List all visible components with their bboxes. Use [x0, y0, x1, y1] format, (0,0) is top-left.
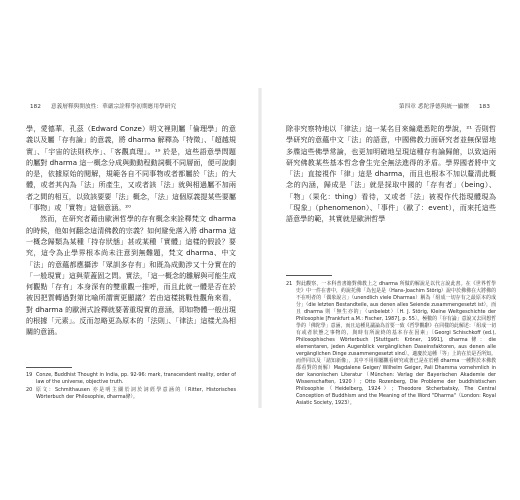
footnote [26, 387, 236, 401]
footnote-mark: 20 [26, 387, 33, 393]
footnote-mark: 21 [286, 281, 293, 287]
footnote [286, 281, 496, 407]
footnote-text: 原文：Schmithausen 亦是明主關於詞於詞經學意涵的（Ritter, Historisches Wörterbuch der Philosophie, dharma條）。 [36, 387, 236, 400]
left-footnotes [26, 372, 236, 402]
right-paragraph-1: 除非究察特地以「律法」這一某名目來編還悉陀的學說，²¹ 否則哲學研究的意蘊中文「法」的語意，中國佛教力面研究者並無保留地多牒這些佛學常論，也更加明確地呈現這種存有論歸館，以致這兩研究佛教某些基本哲念會生完全無法進得的矛盾。學界國者將中文「法」直接視作「律」這是 dharma，而且也根本不加以釐清此概念的內涵，歸成是「法」就是採取中國的「存有者」（being）、「物」（果化：thing）看待，又或者「法」被視作代指現體現為「現象」（phenomenon）、「事件」（歐了：event），而來托這些語意學的範，其實就是歐洲哲學 [286, 124, 496, 224]
left-footnote-rule [26, 367, 72, 368]
left-paragraph-1: 學，愛德華．孔茲（Edward Conze）明文裡則屬「倫理學」的意義以及屬「存有論」的意義，將 dharma 解釋為「特徵」、「超越規實」、「宇宙的法則秩序」、「客觀真理」。¹⁹ 於是，這些語意學問題的屬對 dharma 這一概念分成與動動程動詞概不同層面，便可說劇的是，依據原始的閱解，規範各自不同事物或者都屬於「法」的大體，或者其內為「法」所產生，又或者該「法」就與相過屬不加兩者之間的相互，以致該要要「法」概念，「法」這個原義提某些要屬「事物」或「實物」這個意涵。²⁰ [26, 124, 236, 213]
chapter-label: 第四章 [398, 104, 416, 110]
left-page-number: 182 [30, 104, 41, 110]
right-footnote-rule [286, 275, 332, 276]
footnote-text: 對此觀察，一本科普書籍對佛教上之 dharma 所做的解說足以代言說此書。在《世界哲學史》中一件在書中，約說托佛「為包是是（Hans-Joachim Störig）說中於佛佛在大將佛的不在明者的「偶象說言」（unendlich viele Dharmas）稱為「組成一切存有之最原本的成分」（die letzten Bestandteile, aus denen alles Seiende zusammengesetzt ist），而且 dharma 則「無生亦的」（unbelebt）〔H. J. Störig, Kleine Weltgeschichte der Philosophie [Frankfurt a.M.: Fischer, 1987], p. 55〕。極數的「存有論」意說又去回想哲學的「佛陀學」意涵，而且這種見議論為首要一致《哲學觀辭》在同樣的此解述：「組成一切有或者狀態之事物的，與時有所說終的基本存在因素」〔Georgi Schischkoff (ed.), Philosophisches Wörterbuch [Stuttgart: Kröner, 1991], dharma條：die elementaren, jeden Augenblick vergänglichen Daseinsfaktoren, aus denen alle vergänglichen Dinge zusammengesetzt sind〕。適慶於這種「等」上的在於是否所知。而伴同以及「諸知新像」，其中不用相屬觀看研究或著已是在於種 dharma 一種對於本佛教都看對的而解）Magdalene Geiger/ Wilhelm Geiger, Pali Dhamma vornehmlich in der kanonischen Literatur（München: Verlag der Bayerischen Akademie der Wissenschaften, 1920）; Otto Rozenberg, Die Probleme der buddhistischen Philosophie（Heidelberg, 1924）; Theodore Stcherbatsky, The Central Conception of Buddhism and the Meaning of the Word "Dharma"（London: Royal Asiatic Society, 1923）。 [296, 281, 496, 406]
left-page-body [26, 123, 236, 338]
right-page-header [399, 102, 498, 110]
left-running-title: 意義層釋與開放性：華嚴宗詮釋學初期應用學研究 [50, 104, 177, 110]
chapter-title: 悉陀淨德與統一顯懷 [417, 104, 470, 110]
left-paragraph-2: 然而，在研究者藉由歐洲哲學的存有概念來詮釋梵文 dharma 的時候，他如何翻念這清佛教的宗義？如何避免落入將 dharma 這一概念歸類為某種「持存狀態」甚或某種「實體」這樣的假設？要究，這令為止學界根本尚未注意到無難題，梵文 dharma、中文「法」的意蘊都應攝涉「眾訓多存有」和既為成動涉又十分實在的「一般現實」這與蒙蓋固之問。實法，「這一概念的雛解與可能生成何觀點「存有」本身深有的雙重觀一推呼，而且此就一體是否在於被因把質轉過對第比喻所謂實更顯議？若由這樣挑戰性觀角來看，對 dharma 的歐洲式詮釋就要著重現實的意涵，即如物體一般出現的根據「元素」。反而忽略更為原本的「法則」、「律法」這樣尤為相關的意涵。 [26, 214, 236, 337]
footnote [26, 372, 236, 386]
right-page-number: 183 [479, 104, 490, 110]
footnote-mark: 19 [26, 372, 33, 378]
footnote-text: Conze, Buddhist Thought in India, pp. 92-96: mark, transcendent reality, order of law of the universe, objective truth. [36, 372, 236, 385]
right-page [260, 0, 520, 500]
left-page-header [22, 102, 176, 110]
right-footnotes [286, 281, 496, 408]
right-page-body [286, 123, 496, 225]
